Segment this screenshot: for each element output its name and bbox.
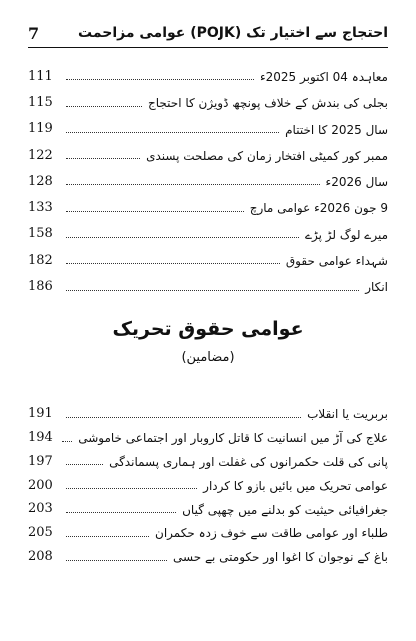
toc-entry[interactable] — [28, 398, 388, 422]
running-title: احتجاج سے اختیار تک (POJK) عوامی مزاحمت — [78, 25, 388, 41]
dot-leader — [66, 488, 197, 489]
toc-entry-title: جغرافیائی حیثیت کو بدلنے میں چھپی گیاں — [182, 502, 388, 517]
dot-leader — [62, 441, 72, 442]
toc-entry[interactable] — [28, 446, 388, 470]
toc-entry[interactable] — [28, 517, 388, 541]
toc-entry-page: 197 — [28, 453, 53, 469]
dot-leader — [66, 184, 320, 185]
toc-entry-title: سال 2026ء — [325, 175, 388, 190]
dot-leader — [66, 106, 142, 107]
toc-entry-page: 115 — [28, 95, 53, 110]
toc-entry[interactable] — [28, 242, 388, 268]
page-header — [28, 20, 388, 46]
toc-entry-page: 208 — [28, 548, 53, 564]
toc-entry[interactable] — [28, 422, 388, 446]
toc-entry[interactable] — [28, 84, 388, 110]
toc-entry-title: باغ کے نوجوان کا اغوا اور حکومتی بے حسی — [173, 550, 388, 565]
toc-entry-page: 133 — [28, 200, 53, 216]
toc-entry-title: 9 جون 2026ء عوامی مارچ — [249, 201, 388, 216]
toc-list-main — [28, 58, 388, 295]
dot-leader — [66, 536, 149, 537]
dot-leader — [66, 417, 301, 418]
dot-leader — [66, 79, 254, 80]
dot-leader — [66, 237, 299, 238]
dot-leader — [66, 464, 103, 465]
header-divider — [28, 47, 388, 48]
toc-entry-page: 200 — [28, 477, 53, 493]
toc-entry-page: 186 — [28, 279, 53, 295]
section-heading: عوامی حقوق تحریک — [112, 318, 304, 340]
toc-entry[interactable] — [28, 493, 388, 517]
toc-entry-page: 205 — [28, 525, 53, 541]
toc-entry-page: 194 — [28, 430, 53, 445]
dot-leader — [66, 263, 280, 264]
toc-entry-title: شہداء عوامی حقوق — [285, 253, 388, 268]
toc-entry-title: انکار — [365, 280, 388, 295]
toc-entry-title: پانی کی قلت حکمرانوں کی غفلت اور ہماری پسماندگی — [109, 455, 388, 469]
section-subheading: (مضامین) — [181, 350, 235, 365]
toc-entry-page: 203 — [28, 501, 53, 517]
toc-entry[interactable] — [28, 469, 388, 493]
toc-entry-page: 128 — [28, 173, 53, 189]
toc-entry[interactable] — [28, 189, 388, 215]
toc-entry[interactable] — [28, 58, 388, 84]
toc-entry-title: سال 2025 کا اختتام — [285, 122, 388, 137]
dot-leader — [66, 211, 244, 212]
toc-entry[interactable] — [28, 137, 388, 163]
toc-entry-title: طلباء اور عوامی طاقت سے خوف زدہ حکمران — [155, 526, 388, 541]
toc-entry-page: 158 — [28, 226, 53, 242]
toc-entry-title: معاہدہ 04 اکتوبر 2025ء — [259, 69, 388, 84]
dot-leader — [66, 158, 140, 159]
page-number: 7 — [28, 23, 40, 43]
dot-leader — [66, 290, 359, 291]
toc-entry-title: بجلی کی بندش کے خلاف پونچھ ڈویژن کا احتجاج — [148, 96, 388, 111]
dot-leader — [66, 560, 167, 561]
toc-entry[interactable] — [28, 541, 388, 565]
dot-leader — [66, 132, 279, 133]
toc-entry-page: 122 — [28, 147, 53, 163]
toc-entry-title: ممبر کور کمیٹی افتخار زمان کی مصلحت پسندی — [146, 148, 388, 163]
toc-entry[interactable] — [28, 111, 388, 137]
toc-entry-title: علاج کی آڑ میں انسانیت کا قاتل کاروبار اور اجتماعی خاموشی — [78, 431, 388, 446]
toc-entry[interactable] — [28, 163, 388, 189]
toc-entry-page: 182 — [28, 252, 53, 268]
toc-entry-page: 111 — [28, 68, 53, 84]
toc-entry[interactable] — [28, 216, 388, 242]
toc-entry-title: بربریت یا انقلاب — [307, 407, 388, 422]
toc-entry-page: 119 — [28, 121, 53, 137]
toc-entry-title: عوامی تحریک میں بائیں بازو کا کردار — [203, 478, 388, 493]
dot-leader — [66, 512, 176, 513]
toc-entry-page: 191 — [28, 406, 53, 422]
toc-entry[interactable] — [28, 268, 388, 294]
toc-entry-title: میرے لوگ لڑ پڑے — [304, 227, 388, 242]
toc-list-essays — [28, 398, 388, 565]
